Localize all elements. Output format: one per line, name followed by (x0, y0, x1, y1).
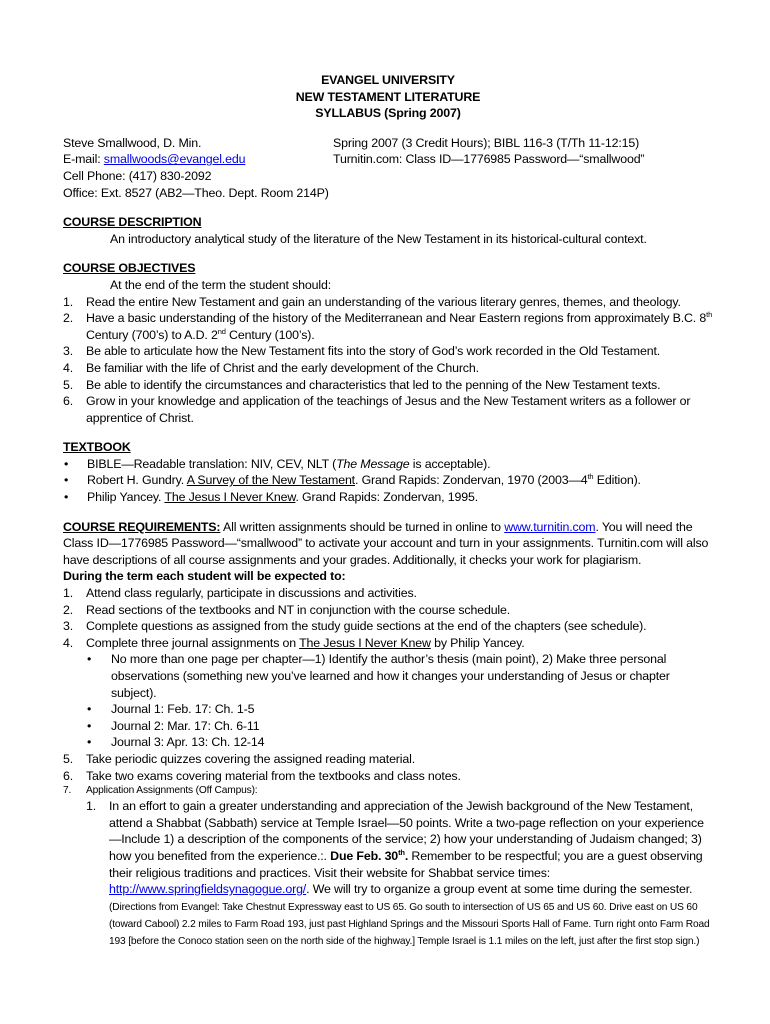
objective-item (63, 343, 713, 360)
application-assignment-list (63, 798, 713, 949)
journal-list (63, 651, 713, 751)
bullet-icon: • (87, 652, 92, 667)
requirement-item (63, 784, 713, 798)
syllabus-page (63, 72, 713, 949)
requirement-text: Application Assignments (Off Campus): (86, 785, 258, 797)
requirement-text: Read sections of the textbooks and NT in conjunction with the course schedule. (86, 602, 511, 617)
objective-number: 3. (63, 344, 74, 359)
course-name: NEW TESTAMENT LITERATURE (295, 89, 481, 104)
objective-item (63, 310, 713, 343)
requirement-number: 1. (63, 586, 74, 601)
course-term: Spring 2007 (3 Credit Hours); BIBL 116-3 (T/Th 11-12:15) (333, 135, 640, 150)
objective-item (63, 294, 713, 311)
requirement-item (63, 602, 713, 619)
course-objectives-section (63, 260, 713, 426)
due-date: Due Feb. 30th. (330, 847, 409, 863)
bullet-icon: • (87, 718, 92, 733)
instructor-cell: Cell Phone: (417) 830-2092 (63, 168, 212, 183)
requirement-text: Complete three journal assignments on The Jesus I Never Knew by Philip Yancey. (86, 635, 525, 650)
objective-text: Be able to articulate how the New Testament fits into the story of God’s work recorded in the Old Testament. (86, 344, 661, 359)
requirement-text: Take periodic quizzes covering the assigned reading material. (86, 751, 416, 766)
objective-item (63, 377, 713, 394)
email-link[interactable]: smallwoods@evangel.edu (103, 152, 246, 167)
requirement-number: 5. (63, 751, 74, 766)
bullet-icon: • (64, 490, 69, 505)
textbook-item (63, 456, 713, 473)
objectives-intro: At the end of the term the student should: (110, 277, 332, 292)
instructor-info (63, 135, 713, 201)
syllabus-title: SYLLABUS (Spring 2007) (315, 106, 461, 121)
course-description-text: An introductory analytical study of the literature of the New Testament in its historical-cultural context. (110, 231, 647, 246)
journal-item (86, 734, 713, 751)
assignment-text: In an effort to gain a greater understanding and appreciation of the Jewish background of the New Testament, attend a Shabbat (Sabbath) service at Temple Israel—50 points. Write a two-page reflection on your experience—Include 1) a description of the components of the service; 2) how your understanding of Judaism changed; 3) how you benefited from the experience.:. Due Feb. 30th. Remember to be respectful; you are a guest observing their religious traditions and practices. Visit their website for Shabbat service times: http://www.springfieldsynagogue.org/. We will try to organize a group event at some time during the semester. (Directions from Evangel: Take Chestnut Expressway east to US 65. Go south to intersection of US 65 and US 60. Drive east on US 60 (toward Cabool) 2.2 miles to Farm Road 193, just past Highland Springs and the Missouri Sports Hall of Fame. Turn right onto Farm Road 193 [before the Conoco station seen on the north side of the highway.] Temple Israel is 1.1 miles on the left, just after the first stop sign.) (109, 799, 710, 947)
requirement-number: 6. (63, 768, 74, 783)
objective-number: 4. (63, 360, 74, 375)
textbook-text: Philip Yancey. The Jesus I Never Knew. Grand Rapids: Zondervan, 1995. (87, 490, 478, 505)
textbook-section (63, 439, 713, 505)
requirement-item (63, 751, 713, 768)
journal-text: No more than one page per chapter—1) Identify the author’s thesis (main point), 2) Make three personal observations (something new you’ve learned and how it changes your understanding of Jesus or chapter subject). (111, 652, 670, 700)
journal-text: Journal 3: Apr. 13: Ch. 12-14 (111, 735, 265, 750)
objective-text: Read the entire New Testament and gain an understanding of the various literary genres, themes, and theology. (86, 294, 681, 309)
synagogue-link[interactable]: http://www.springfieldsynagogue.org/ (109, 882, 307, 897)
course-objectives-heading: COURSE OBJECTIVES (63, 261, 196, 276)
document-header (63, 72, 713, 122)
requirement-item (63, 768, 713, 785)
application-assignment-item (86, 798, 713, 949)
journal-item (86, 651, 713, 701)
journal-text: Journal 2: Mar. 17: Ch. 6-11 (111, 718, 260, 733)
bullet-icon: • (64, 456, 69, 471)
textbook-item (63, 472, 713, 489)
objective-number: 1. (63, 294, 74, 309)
directions-text: (Directions from Evangel: Take Chestnut Expressway east to US 65. Go south to intersection of US 65 and US 60. Drive east on US 60 (toward Cabool) 2.2 miles to Farm Road 193, just past Highland Springs and the Missouri Sports Hall of Fame. Turn right onto Farm Road 193 [before the Conoco station seen on the north side of the highway.] Temple Israel is 1.1 miles on the left, just after the first stop sign.) (109, 901, 710, 947)
turnitin-info: Turnitin.com: Class ID—1776985 Password—“smallwood” (333, 152, 645, 167)
course-description-section (63, 214, 713, 247)
objective-text: Have a basic understanding of the history of the Mediterranean and Near Eastern regions from approximately B.C. 8th Century (700’s) to A.D. 2nd Century (100’s). (86, 310, 713, 342)
requirements-paragraph: COURSE REQUIREMENTS: All written assignments should be turned in online to www.turnitin.com. You will need the Class ID—1776985 Password—“smallwood” to activate your account and turn in your assignments. Turnitin.com will also have descriptions of all course assignments and your grades. Additionally, it checks your work for plagiarism. (63, 519, 709, 567)
expectations-heading: During the term each student will be expected to: (63, 569, 346, 584)
instructor-name: Steve Smallwood, D. Min. (63, 135, 202, 150)
objective-item (63, 360, 713, 377)
requirement-number: 7. (63, 785, 72, 797)
requirement-text: Complete questions as assigned from the study guide sections at the end of the chapters (see schedule). (86, 619, 647, 634)
journal-text: Journal 1: Feb. 17: Ch. 1-5 (111, 702, 255, 717)
objective-number: 5. (63, 377, 74, 392)
textbook-text: Robert H. Gundry. A Survey of the New Testament. Grand Rapids: Zondervan, 1970 (2003—4th Edition). (87, 472, 641, 488)
textbook-heading: TEXTBOOK (63, 440, 131, 455)
objective-text: Grow in your knowledge and application of the teachings of Jesus and the New Testament writers as a follower or apprentice of Christ. (86, 394, 691, 425)
email-label: E-mail: (63, 152, 104, 167)
objective-number: 6. (63, 394, 74, 409)
objective-number: 2. (63, 311, 74, 326)
textbook-item (63, 489, 713, 506)
objective-item (63, 393, 713, 426)
turnitin-link[interactable]: www.turnitin.com (504, 519, 596, 534)
journal-item (86, 718, 713, 735)
course-description-heading: COURSE DESCRIPTION (63, 215, 202, 230)
course-requirements-heading: COURSE REQUIREMENTS: (63, 519, 221, 534)
requirement-item (63, 635, 713, 652)
assignment-number: 1. (86, 799, 97, 814)
bullet-icon: • (64, 473, 69, 488)
objective-text: Be familiar with the life of Christ and the early development of the Church. (86, 360, 479, 375)
requirement-number: 3. (63, 619, 74, 634)
instructor-office: Office: Ext. 8527 (AB2—Theo. Dept. Room 214P) (63, 185, 329, 200)
bullet-icon: • (87, 702, 92, 717)
course-requirements-section (63, 519, 713, 949)
requirement-item (63, 585, 713, 602)
requirement-text: Attend class regularly, participate in discussions and activities. (86, 586, 417, 601)
instructor-email (63, 151, 333, 168)
journal-item (86, 701, 713, 718)
objective-text: Be able to identify the circumstances and characteristics that led to the penning of the New Testament texts. (86, 377, 661, 392)
requirement-number: 2. (63, 602, 74, 617)
bullet-icon: • (87, 735, 92, 750)
textbook-text: BIBLE—Readable translation: NIV, CEV, NLT (The Message is acceptable). (87, 456, 491, 471)
university-name: EVANGEL UNIVERSITY (321, 73, 455, 87)
requirement-text: Take two exams covering material from the textbooks and class notes. (86, 768, 461, 783)
requirement-number: 4. (63, 635, 74, 650)
requirement-item (63, 618, 713, 635)
